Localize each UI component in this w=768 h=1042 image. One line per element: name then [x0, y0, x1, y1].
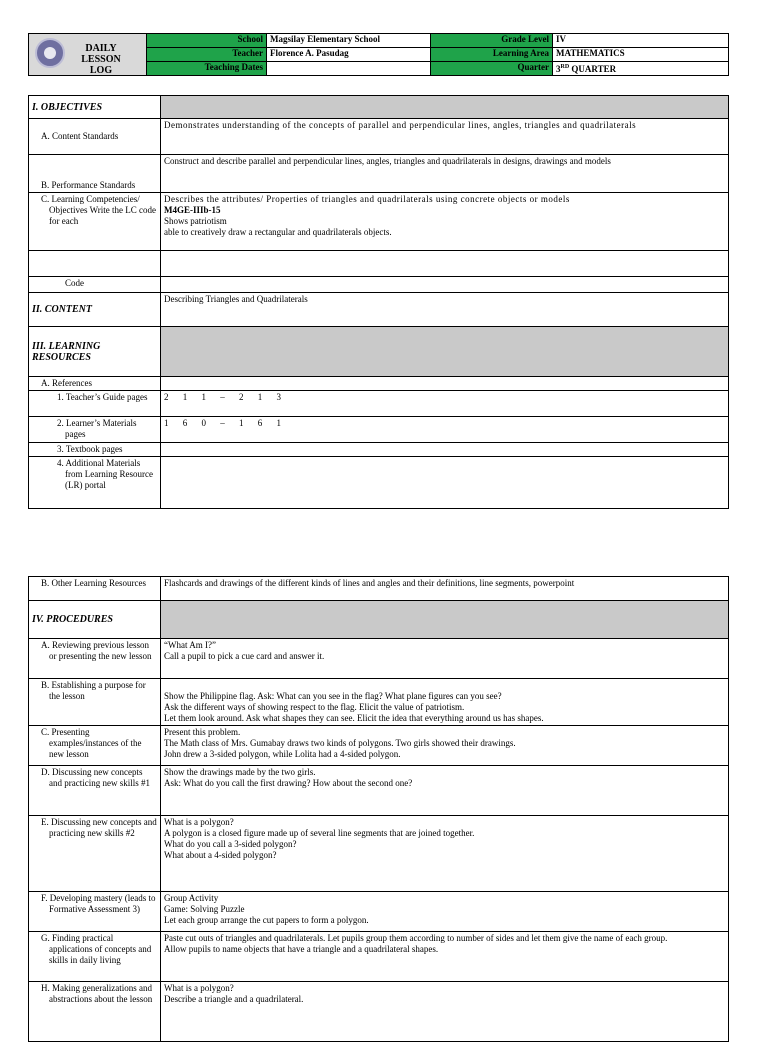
code-value [161, 277, 729, 293]
procedure-b-content: Show the Philippine flag. Ask: What can you see in the flag? What plane figures can you see? Ask the different ways of showing respect to the flag. Elicit the value of patriotism. Let them look around. Ask what shapes they can see. Elicit the idea that everything around us has shapes. [161, 679, 729, 726]
procedure-g-content: Paste cut outs of triangles and quadrilaterals. Let pupils group them according to number of sides and let them give the name of each group. Allow pupils to name objects that have a triangle and a quadrilateral shapes. [161, 932, 729, 982]
procedure-b-label: B. Establishing a purpose for the lesson [29, 679, 161, 726]
learning-area-label: Learning Area [431, 48, 553, 62]
procedure-e-content: What is a polygon? A polygon is a closed figure made up of several line segments that are joined together. What do you call a 3-sided polygon? What about a 4-sided polygon? [161, 816, 729, 892]
quarter-label: Quarter [431, 62, 553, 76]
competencies-label: C. Learning Competencies/ Objectives Write the LC code for each [29, 193, 161, 251]
additional-materials-value [161, 457, 729, 509]
performance-standards-value: Construct and describe parallel and perpendicular lines, angles, triangles and quadrilaterals in designs, drawings and models [161, 155, 729, 193]
procedures-blank [161, 601, 729, 639]
other-resources-value: Flashcards and drawings of the different kinds of lines and angles and their definitions, line segments, powerpoint [161, 577, 729, 601]
school-value: Magsilay Elementary School [267, 34, 431, 48]
teachers-guide-label: 1. Teacher’s Guide pages [29, 391, 161, 417]
procedure-e-label: E. Discussing new concepts and practicing new skills #2 [29, 816, 161, 892]
grade-level-value: IV [553, 34, 729, 48]
deped-seal-icon [35, 38, 65, 68]
header-table [28, 33, 729, 76]
references-value [161, 377, 729, 391]
lesson-log-title: DAILY LESSON LOG [81, 43, 121, 76]
objectives-blank [161, 96, 729, 119]
other-resources-label: B. Other Learning Resources [29, 577, 161, 601]
references-label: A. References [29, 377, 161, 391]
textbook-pages-value [161, 443, 729, 457]
learners-materials-label: 2. Learner’s Materials pages [29, 417, 161, 443]
grade-level-label: Grade Level [431, 34, 553, 48]
competencies-label-cont [29, 251, 161, 277]
procedures-heading: IV. PROCEDURES [29, 601, 161, 639]
procedure-g-label: G. Finding practical applications of concepts and skills in daily living [29, 932, 161, 982]
additional-materials-label: 4. Additional Materials from Learning Resource (LR) portal [29, 457, 161, 509]
teacher-value: Florence A. Pasudag [267, 48, 431, 62]
procedure-d-content: Show the drawings made by the two girls. Ask: What do you call the first drawing? How about the second one? [161, 766, 729, 816]
learning-area-value: MATHEMATICS [553, 48, 729, 62]
performance-standards-label: B. Performance Standards [29, 155, 161, 193]
teaching-dates-value [267, 62, 431, 76]
quarter-value: 3RD QUARTER [553, 62, 729, 76]
procedure-c-content: Present this problem. The Math class of Mrs. Gumabay draws two kinds of polygons. Two girls showed their drawings. John drew a 3-sided polygon, while Lolita had a 4-sided polygon. [161, 726, 729, 766]
teachers-guide-pages: 2 1 1 – 2 1 3 [161, 391, 729, 417]
teaching-dates-label: Teaching Dates [147, 62, 267, 76]
objectives-heading: I. OBJECTIVES [29, 96, 161, 119]
learning-resources-heading: III. LEARNING RESOURCES [29, 327, 161, 377]
learning-resources-blank [161, 327, 729, 377]
textbook-pages-label: 3. Textbook pages [29, 443, 161, 457]
procedure-h-label: H. Making generalizations and abstractions about the lesson [29, 982, 161, 1042]
procedure-a-content: “What Am I?” Call a pupil to pick a cue card and answer it. [161, 639, 729, 679]
content-standards-label: A. Content Standards [29, 119, 161, 155]
procedure-h-content: What is a polygon? Describe a triangle and a quadrilateral. [161, 982, 729, 1042]
procedure-c-label: C. Presenting examples/instances of the new lesson [29, 726, 161, 766]
objectives-table [28, 95, 729, 509]
content-value: Describing Triangles and Quadrilaterals [161, 293, 729, 327]
content-heading: II. CONTENT [29, 293, 161, 327]
competencies-blank [161, 251, 729, 277]
content-standards-value: Demonstrates understanding of the concepts of parallel and perpendicular lines, angles, triangles and quadrilaterals [161, 119, 729, 155]
procedures-table [28, 576, 729, 1042]
code-label: Code [29, 277, 161, 293]
learners-materials-pages: 1 6 0 – 1 6 1 [161, 417, 729, 443]
procedure-f-content: Group Activity Game: Solving Puzzle Let each group arrange the cut papers to form a polygon. [161, 892, 729, 932]
competencies-value: Describes the attributes/ Properties of triangles and quadrilaterals using concrete objects or models M4GE-IIIb-15 Shows patriotism able to creatively draw a rectangular and quadrilaterals objects. [161, 193, 729, 251]
procedure-f-label: F. Developing mastery (leads to Formative Assessment 3) [29, 892, 161, 932]
school-label: School [147, 34, 267, 48]
procedure-a-label: A. Reviewing previous lesson or presenting the new lesson [29, 639, 161, 679]
procedure-d-label: D. Discussing new concepts and practicing new skills #1 [29, 766, 161, 816]
teacher-label: Teacher [147, 48, 267, 62]
deped-seal-logo-cell [29, 34, 147, 76]
